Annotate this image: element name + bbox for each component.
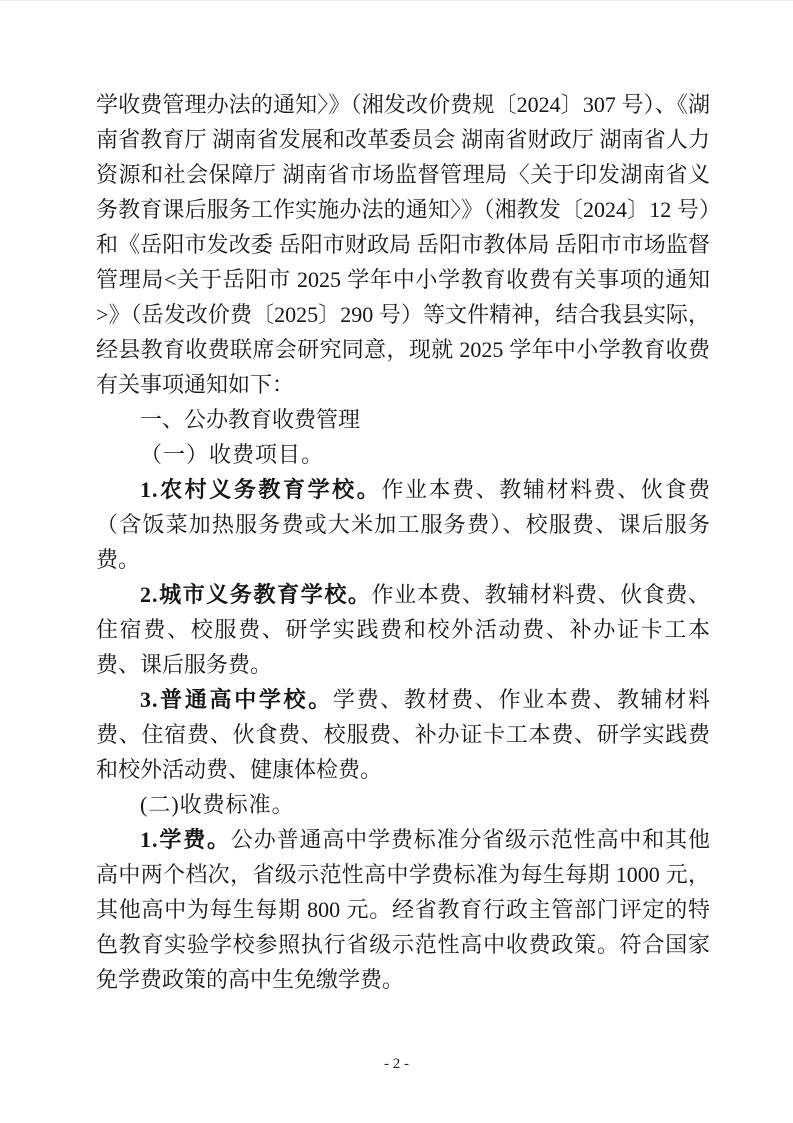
paragraph-rural-schools-lead: 1.农村义务教育学校。 bbox=[140, 477, 382, 502]
heading-fee-items: （一）收费项目。 bbox=[140, 442, 325, 467]
paragraph-rural-schools-text: 作业本费、教辅材料费、伙食费（含饭菜加热服务费或大米加工服务费）、校服费、课后服务费。 bbox=[96, 477, 710, 572]
paragraph-city-schools-lead: 2.城市义务教育学校。 bbox=[140, 582, 372, 607]
page-number: - 2 - bbox=[384, 1056, 409, 1072]
paragraph-city-schools-text: 作业本费、教辅材料费、伙食费、住宿费、校服费、研学实践费和校外活动费、补办证卡工本费、课后服务费。 bbox=[96, 582, 710, 677]
paragraph-continuation: 学收费管理办法的通知〉》（湘发改价费规〔2024〕307 号）、《湖南省教育厅 湖南省发展和改革委员会 湖南省财政厅 湖南省人力资源和社会保障厅 湖南省市场监督管理局〈关于印发湖南省义务教育课后服务工作实施办法的通知〉》（湘教发〔2024〕12 号）和《岳阳市发改委 岳阳市财政局 岳阳市教体局 岳阳市市场监督管理局<关于岳阳市 2025 学年中小学教育收费有关事项的通知>》（岳发改价费〔2025〕290 号）等文件精神，结合我县实际，经县教育收费联席会研究同意，现就 2025 学年中小学教育收费有关事项通知如下： bbox=[96, 92, 710, 397]
paragraph-tuition-text: 公办普通高中学费标准分省级示范性高中和其他高中两个档次，省级示范性高中学费标准为每生每期 1000 元，其他高中为每生每期 800 元。经省教育行政主管部门评定的特色教育实验学校参照执行省级示范性高中收费政策。符合国家免学费政策的高中生免缴学费。 bbox=[96, 827, 710, 992]
paragraph-tuition bbox=[96, 822, 710, 997]
paragraph-rural-schools bbox=[96, 472, 710, 577]
paragraph-tuition-lead: 1.学费。 bbox=[140, 827, 231, 852]
paragraph-high-schools-lead: 3.普通高中学校。 bbox=[140, 687, 333, 712]
heading-section-one: 一、公办教育收费管理 bbox=[140, 407, 361, 432]
paragraph-city-schools bbox=[96, 577, 710, 682]
heading-fee-standards: (二)收费标准。 bbox=[140, 792, 295, 817]
document-body bbox=[96, 87, 710, 997]
paragraph-high-schools bbox=[96, 682, 710, 787]
paragraph-high-schools-text: 学费、教材费、作业本费、教辅材料费、住宿费、伙食费、校服费、补办证卡工本费、研学实践费和校外活动费、健康体检费。 bbox=[96, 687, 710, 782]
